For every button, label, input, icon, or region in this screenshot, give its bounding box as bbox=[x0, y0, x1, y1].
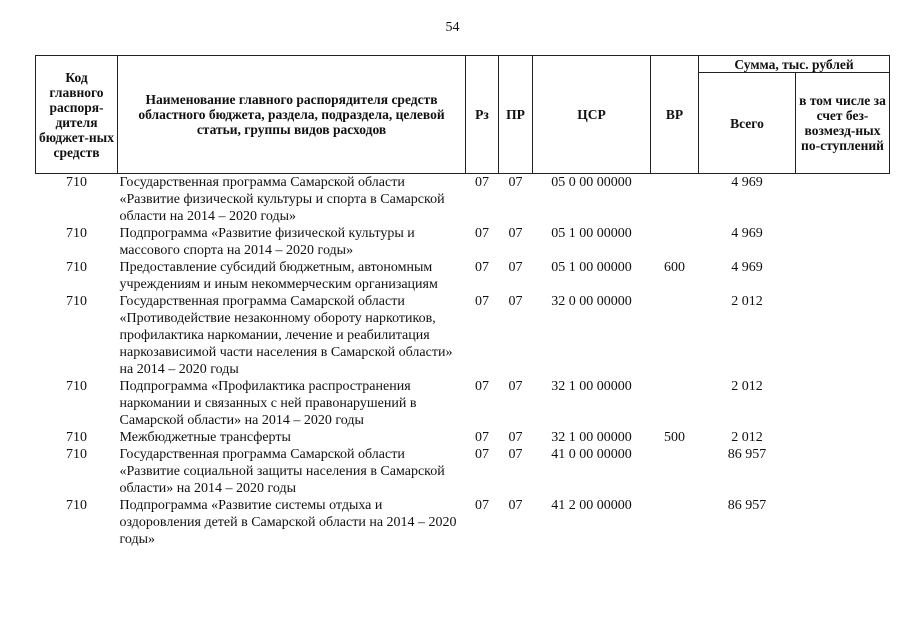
table-row bbox=[36, 429, 890, 446]
cell-rz: 07 bbox=[475, 447, 489, 462]
page-number: 54 bbox=[445, 20, 460, 35]
cell-vr: 500 bbox=[664, 430, 685, 445]
cell-pr: 07 bbox=[508, 430, 523, 445]
cell-free bbox=[796, 293, 890, 378]
cell-pr: 07 bbox=[508, 226, 523, 241]
budget-table bbox=[35, 55, 890, 548]
cell-name: Межбюджетные трансферты bbox=[119, 430, 291, 445]
cell-total: 2 012 bbox=[731, 430, 763, 445]
cell-csr: 05 0 00 00000 bbox=[551, 175, 632, 190]
cell-pr: 07 bbox=[508, 447, 523, 462]
header-rz: Рз bbox=[466, 56, 499, 174]
header-code: Код главного распоря-дителя бюджет-ных средств bbox=[36, 56, 118, 174]
cell-vr bbox=[651, 378, 699, 429]
header-free: в том числе за счет без-возмезд-ных по-ступлений bbox=[796, 73, 890, 174]
cell-rz: 07 bbox=[475, 498, 489, 513]
cell-csr: 32 0 00 00000 bbox=[551, 294, 632, 309]
cell-code: 710 bbox=[66, 430, 87, 445]
table-row bbox=[36, 293, 890, 378]
table-row bbox=[36, 378, 890, 429]
cell-code: 710 bbox=[66, 260, 87, 275]
cell-csr: 05 1 00 00000 bbox=[551, 260, 632, 275]
cell-code: 710 bbox=[66, 498, 87, 513]
header-sum: Сумма, тыс. рублей bbox=[699, 56, 890, 73]
cell-csr: 32 1 00 00000 bbox=[551, 379, 632, 394]
cell-rz: 07 bbox=[475, 175, 489, 190]
cell-pr: 07 bbox=[508, 379, 523, 394]
cell-name: Государственная программа Самарской области «Развитие физической культуры и спорта в Самарской области на 2014 – 2020 годы» bbox=[119, 175, 445, 224]
cell-rz: 07 bbox=[475, 260, 489, 275]
cell-free bbox=[796, 378, 890, 429]
cell-free bbox=[796, 497, 890, 548]
cell-free bbox=[796, 259, 890, 293]
cell-vr bbox=[651, 446, 699, 497]
cell-rz: 07 bbox=[475, 430, 489, 445]
cell-pr: 07 bbox=[508, 498, 523, 513]
cell-name: Государственная программа Самарской области «Развитие социальной защиты населения в Самарской области» на 2014 – 2020 годы bbox=[119, 447, 445, 496]
cell-csr: 05 1 00 00000 bbox=[551, 226, 632, 241]
cell-vr: 600 bbox=[664, 260, 685, 275]
table-header bbox=[36, 56, 890, 174]
cell-pr: 07 bbox=[508, 294, 523, 309]
header-name: Наименование главного распорядителя средств областного бюджета, раздела, подраздела, целевой статьи, группы видов расходов bbox=[118, 56, 466, 174]
cell-free bbox=[796, 225, 890, 259]
cell-name: Подпрограмма «Развитие системы отдыха и оздоровления детей в Самарской области на 2014 – 2020 годы» bbox=[119, 498, 457, 547]
cell-name: Подпрограмма «Профилактика распространения наркомании и связанных с ней правонарушений в Самарской области» на 2014 – 2020 годы bbox=[119, 379, 417, 428]
cell-code: 710 bbox=[66, 226, 87, 241]
cell-total: 2 012 bbox=[731, 294, 763, 309]
cell-name: Государственная программа Самарской области «Противодействие незаконному обороту наркотиков, профилактика наркомании, лечение и реабилитация наркозависимой части населения в Самарской области» на 2014 – 2020 годы bbox=[119, 294, 453, 377]
table-row bbox=[36, 497, 890, 548]
cell-name: Подпрограмма «Развитие физической культуры и массового спорта на 2014 – 2020 годы» bbox=[119, 226, 415, 258]
cell-vr bbox=[651, 174, 699, 226]
cell-total: 86 957 bbox=[727, 447, 767, 462]
cell-vr bbox=[651, 293, 699, 378]
cell-free bbox=[796, 446, 890, 497]
cell-code: 710 bbox=[66, 175, 87, 190]
table-row bbox=[36, 225, 890, 259]
cell-total: 4 969 bbox=[731, 226, 763, 241]
table-row bbox=[36, 259, 890, 293]
cell-code: 710 bbox=[66, 379, 87, 394]
table-row bbox=[36, 446, 890, 497]
header-total: Всего bbox=[699, 73, 796, 174]
header-csr: ЦСР bbox=[533, 56, 651, 174]
cell-csr: 41 0 00 00000 bbox=[551, 447, 632, 462]
cell-total: 2 012 bbox=[731, 379, 763, 394]
cell-total: 4 969 bbox=[731, 260, 763, 275]
cell-vr bbox=[651, 497, 699, 548]
cell-rz: 07 bbox=[475, 226, 489, 241]
cell-pr: 07 bbox=[508, 175, 523, 190]
table-row bbox=[36, 174, 890, 226]
cell-rz: 07 bbox=[475, 379, 489, 394]
cell-code: 710 bbox=[66, 294, 87, 309]
cell-free bbox=[796, 429, 890, 446]
cell-vr bbox=[651, 225, 699, 259]
table-body bbox=[36, 174, 890, 549]
cell-csr: 41 2 00 00000 bbox=[551, 498, 632, 513]
cell-pr: 07 bbox=[508, 260, 523, 275]
cell-rz: 07 bbox=[475, 294, 489, 309]
header-vr: ВР bbox=[651, 56, 699, 174]
cell-name: Предоставление субсидий бюджетным, автономным учреждениям и иным некоммерческим организациям bbox=[119, 260, 438, 292]
cell-total: 4 969 bbox=[731, 175, 763, 190]
cell-csr: 32 1 00 00000 bbox=[551, 430, 632, 445]
cell-code: 710 bbox=[66, 447, 87, 462]
header-pr: ПР bbox=[499, 56, 533, 174]
cell-total: 86 957 bbox=[727, 498, 767, 513]
cell-free bbox=[796, 174, 890, 226]
